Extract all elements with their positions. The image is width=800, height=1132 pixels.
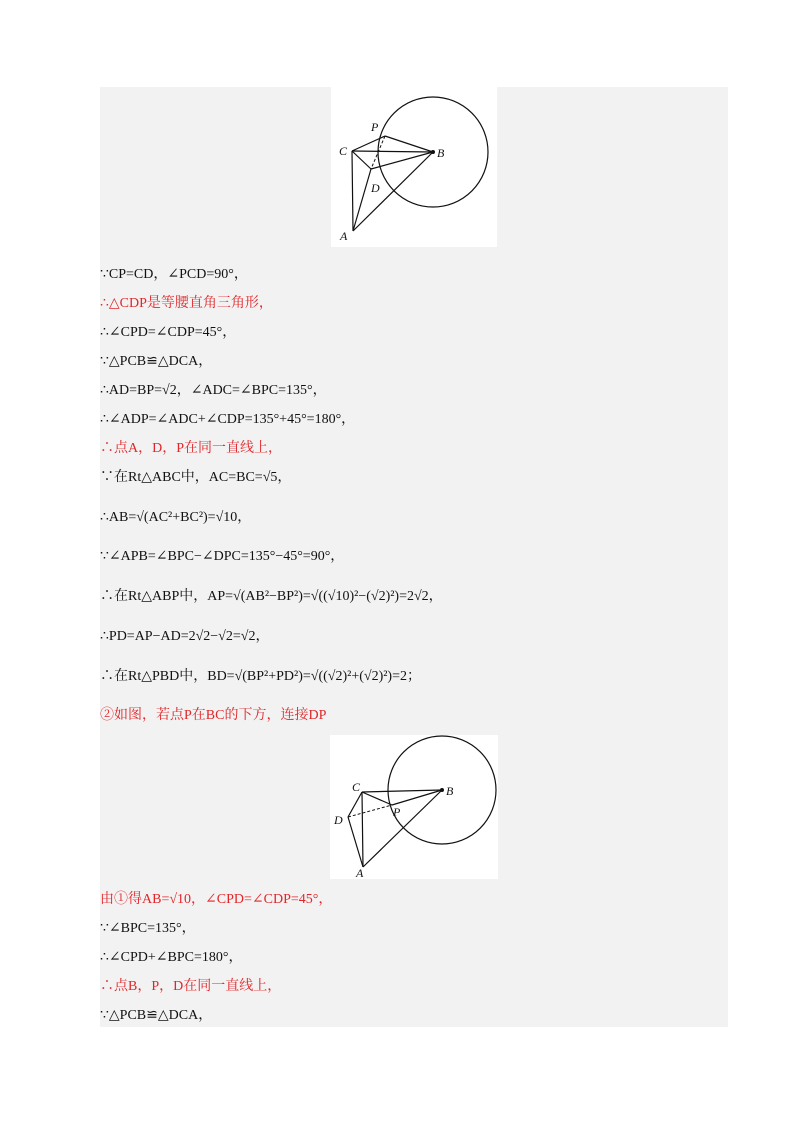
proof-line-4: ∵△PCB≌△DCA， <box>100 354 213 369</box>
label-a: A <box>356 866 364 879</box>
proof-line-5: ∴AD=BP=√2，∠ADC=∠BPC=135°， <box>100 383 327 398</box>
label-b: B <box>446 784 454 798</box>
proof-line-12: ∴PD=AP−AD=2√2−√2=√2， <box>100 629 270 644</box>
point-b <box>440 788 444 792</box>
label-p: P <box>393 805 401 819</box>
proof-line-9: ∴AB=√(AC²+BC²)=√10， <box>100 510 252 525</box>
label-c: C <box>352 780 361 794</box>
proof-line-18: ∴点B，P，D在同一直线上， <box>100 979 282 994</box>
label-d: D <box>334 813 343 827</box>
proof-line-7: ∴点A，D，P在同一直线上， <box>100 441 283 456</box>
proof-line-17: ∴∠CPD+∠BPC=180°， <box>100 950 243 965</box>
segment-ca <box>362 792 363 867</box>
proof-line-1: ∵CP=CD，∠PCD=90°， <box>100 267 248 282</box>
proof-line-16: ∵∠BPC=135°， <box>100 921 196 936</box>
segment-cb <box>352 151 433 152</box>
proof-line-2: ∴△CDP是等腰直角三角形， <box>100 296 273 311</box>
label-p: P <box>371 120 379 134</box>
figure-1-svg <box>331 87 497 247</box>
proof-line-11: ∴在Rt△ABP中，AP=√(AB²−BP²)=√((√10)²−(√2)²)=2√2， <box>100 589 443 604</box>
segment-dp-dashed <box>348 805 392 817</box>
proof-line-3: ∴∠CPD=∠CDP=45°， <box>100 325 237 340</box>
geometry-figure-1 <box>331 87 497 247</box>
segment-cd <box>352 151 371 169</box>
segment-cp <box>352 136 385 151</box>
proof-line-13: ∴在Rt△PBD中，BD=√(BP²+PD²)=√((√2)²+(√2)²)=2； <box>100 669 421 684</box>
proof-line-6: ∴∠ADP=∠ADC+∠CDP=135°+45°=180°， <box>100 412 356 427</box>
segment-pb <box>385 136 433 152</box>
segment-cb <box>362 790 442 792</box>
segment-cp <box>362 792 392 805</box>
proof-line-15: 由①得AB=√10，∠CPD=∠CDP=45°， <box>100 892 333 907</box>
label-c: C <box>339 144 348 158</box>
segment-ca <box>352 151 353 231</box>
geometry-figure-2 <box>330 735 498 879</box>
label-d: D <box>371 181 380 195</box>
label-a: A <box>340 229 348 243</box>
proof-line-10: ∵∠APB=∠BPC−∠DPC=135°−45°=90°， <box>100 549 345 564</box>
label-b: B <box>437 146 445 160</box>
proof-line-8: ∵在Rt△ABC中，AC=BC=√5， <box>100 470 292 485</box>
proof-line-19: ∵△PCB≌△DCA， <box>100 1008 213 1023</box>
figure-2-svg <box>330 735 498 879</box>
point-b <box>431 150 435 154</box>
segment-da <box>348 817 363 867</box>
proof-line-14: ②如图，若点P在BC的下方，连接DP <box>100 708 327 723</box>
